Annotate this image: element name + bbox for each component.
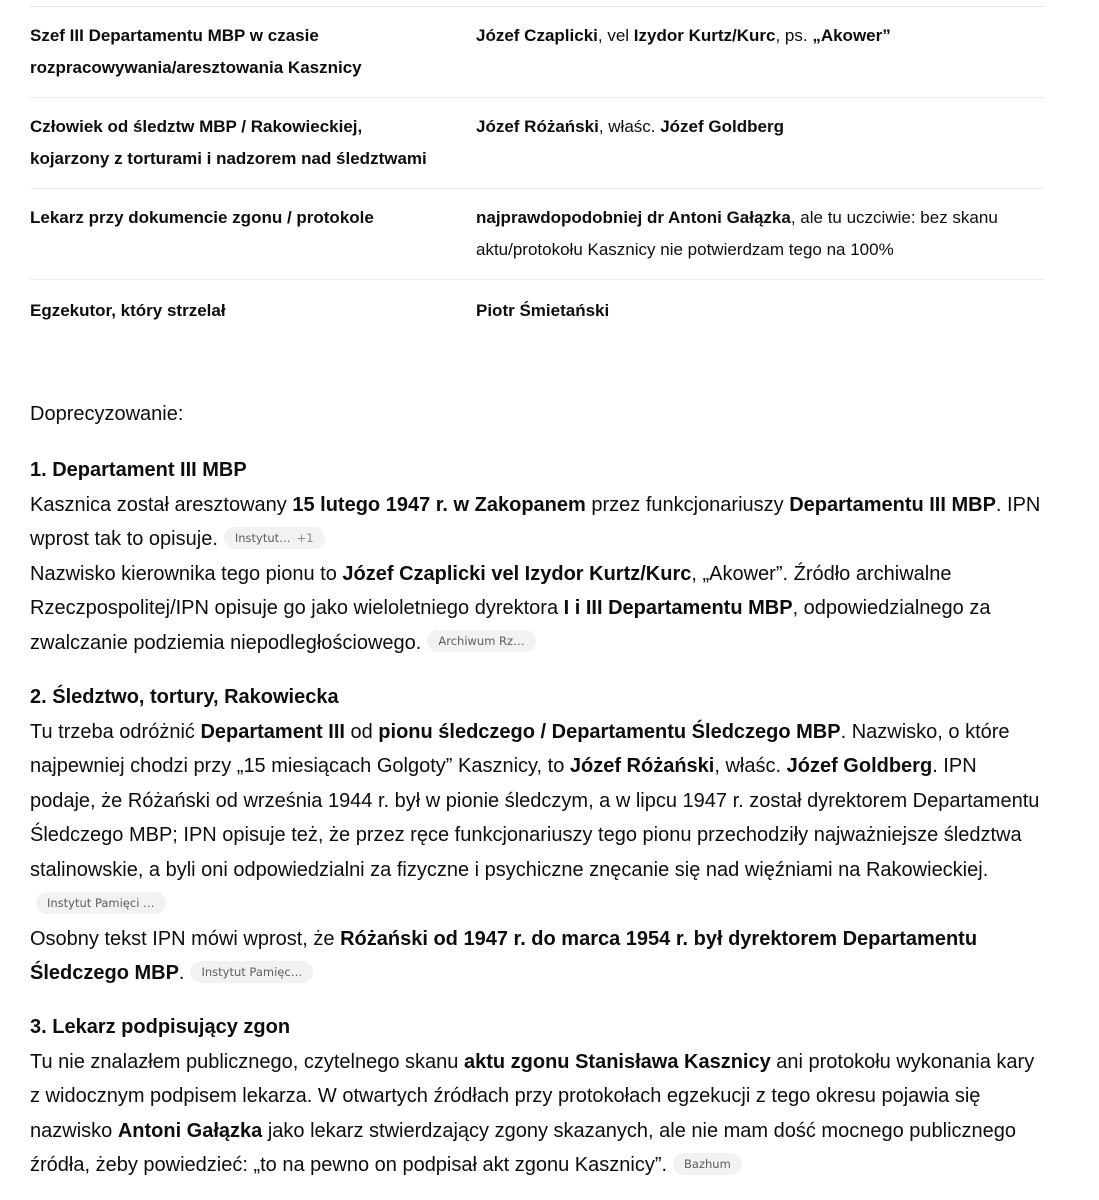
intro-text: Doprecyzowanie: — [30, 403, 184, 425]
section-3 — [30, 1010, 1044, 1183]
bold-text: Józef Czaplicki vel Izydor Kurtz/Kurc — [342, 562, 692, 585]
bold-text: Józef Goldberg — [786, 755, 933, 777]
person-cell: Józef Czaplicki, vel Izydor Kurtz/Kurc, ps. „Akower” — [476, 26, 891, 45]
paragraph-text: Kasznica został aresztowany 15 lutego 1947 r. w Zakopanem przez funkcjonariuszy Departamentu III MBP. IPN wprost tak to opisuje. — [30, 493, 1041, 550]
bold-text: Departament III — [200, 720, 345, 743]
person-cell: Józef Różański, właśc. Józef Goldberg — [476, 117, 784, 136]
person-cell: najprawdopodobniej dr Antoni Gałązka, ale tu uczciwie: bez skanu aktu/protokołu Kasznicy nie potwierdzam tego na 100% — [476, 208, 998, 259]
bold-text: najprawdopodobniej dr Antoni Gałązka — [476, 208, 791, 227]
bold-text: Piotr Śmietański — [476, 301, 610, 320]
section-1 — [30, 453, 1044, 660]
paragraph-text: Tu nie znalazłem publicznego, czytelnego skanu aktu zgonu Stanisława Kasznicy ani protokołu wykonania kary z widocznym podpisem lekarza. W otwartych źródłach przy protokołach egzekucji z tego okresu pojawia się nazwisko Antoni Gałązka jako lekarz stwierdzający zgony skazanych, ale nie mam dość mocnego publicznego źródła, żeby powiedzieć: „to na pewno on podpisał akt zgonu Kasznicy”. — [30, 1050, 1035, 1176]
bold-text: I i III Departamentu MBP — [563, 597, 793, 619]
bold-text: aktu zgonu Stanisława Kasznicy — [463, 1050, 771, 1073]
bold-text: Różański od 1947 r. do marca 1954 r. był dyrektorem Departamentu Śledczego MBP — [30, 927, 978, 984]
bold-text: Izydor Kurtz/Kurc — [633, 26, 776, 45]
bold-text: pionu śledczego / Departamentu Śledczego MBP — [378, 720, 841, 743]
paragraph-text: Osobny tekst IPN mówi wprost, że Różański od 1947 r. do marca 1954 r. był dyrektorem Departamentu Śledczego MBP. — [30, 927, 978, 984]
source-chip[interactable] — [224, 527, 325, 549]
source-chip[interactable]: Bazhum — [673, 1153, 742, 1175]
source-chip-label: Instytut… — [234, 530, 291, 545]
facts-table — [30, 7, 1044, 342]
bold-text: Józef Goldberg — [660, 117, 784, 136]
role-cell: Lekarz przy dokumencie zgonu / protokole — [30, 208, 374, 227]
role-cell: Szef III Departamentu MBP w czasie rozpracowywania/aresztowania Kasznicy — [30, 26, 362, 77]
person-cell — [476, 280, 1044, 343]
section-paragraph — [30, 1045, 1044, 1183]
bold-text: Józef Czaplicki — [476, 26, 598, 45]
source-chip-count: +1 — [296, 530, 314, 545]
source-chip[interactable]: Instytut Pamięc… — [190, 961, 313, 983]
section-2 — [30, 680, 1044, 991]
table-row — [30, 189, 1044, 280]
paragraph-text: Nazwisko kierownika tego pionu to Józef Czaplicki vel Izydor Kurtz/Kurc, „Akower”. Źródło archiwalne Rzeczpospolitej/IPN opisuje go jako wieloletniego dyrektora I i III Departamentu MBP, odpowiedzialnego za zwalczanie podziemia niepodległościowego. — [30, 562, 991, 654]
section-paragraph — [30, 715, 1044, 922]
bold-text: Józef Różański — [569, 755, 715, 777]
source-chip[interactable]: Instytut Pamięci … — [36, 892, 166, 914]
bold-text: Józef Różański — [476, 117, 599, 136]
role-cell: Egzekutor, który strzelał — [30, 301, 226, 320]
section-paragraph — [30, 922, 1044, 991]
source-chip[interactable]: Archiwum Rz… — [427, 630, 535, 652]
table-row — [30, 280, 1044, 343]
section-heading: 2. Śledztwo, tortury, Rakowiecka — [30, 686, 339, 708]
paragraph-text: Tu trzeba odróżnić Departament III od pionu śledczego / Departamentu Śledczego MBP. Nazwisko, o które najpewniej chodzi przy „15 miesiącach Golgoty” Kasznicy, to Józef Różański, właśc. Józef Goldberg. IPN podaje, że Różański od września 1944 r. był w pionie śledczym, a w lipcu 1947 r. został dyrektorem Departamentu Śledczego MBP; IPN opisuje też, że przez ręce funkcjonariuszy tego pionu przechodziły najważniejsze śledztwa stalinowskie, a byli oni odpowiedzialni za fizyczne i psychiczne znęcanie się nad więźniami na Rakowieckiej. — [30, 720, 1040, 881]
section-heading: 3. Lekarz podpisujący zgon — [30, 1016, 291, 1038]
bold-text: Antoni Gałązka — [117, 1119, 263, 1142]
section-paragraph — [30, 488, 1044, 557]
section-heading: 1. Departament III MBP — [30, 459, 247, 481]
table-row — [30, 7, 1044, 98]
bold-text: 15 lutego 1947 r. w Zakopanem — [292, 493, 586, 516]
table-row — [30, 98, 1044, 189]
bold-text: Departamentu III MBP — [789, 493, 996, 516]
role-cell: Człowiek od śledztw MBP / Rakowieckiej, kojarzony z torturami i nadzorem nad śledztwami — [30, 117, 427, 168]
section-paragraph — [30, 557, 1044, 661]
bold-text: „Akower” — [812, 26, 891, 45]
